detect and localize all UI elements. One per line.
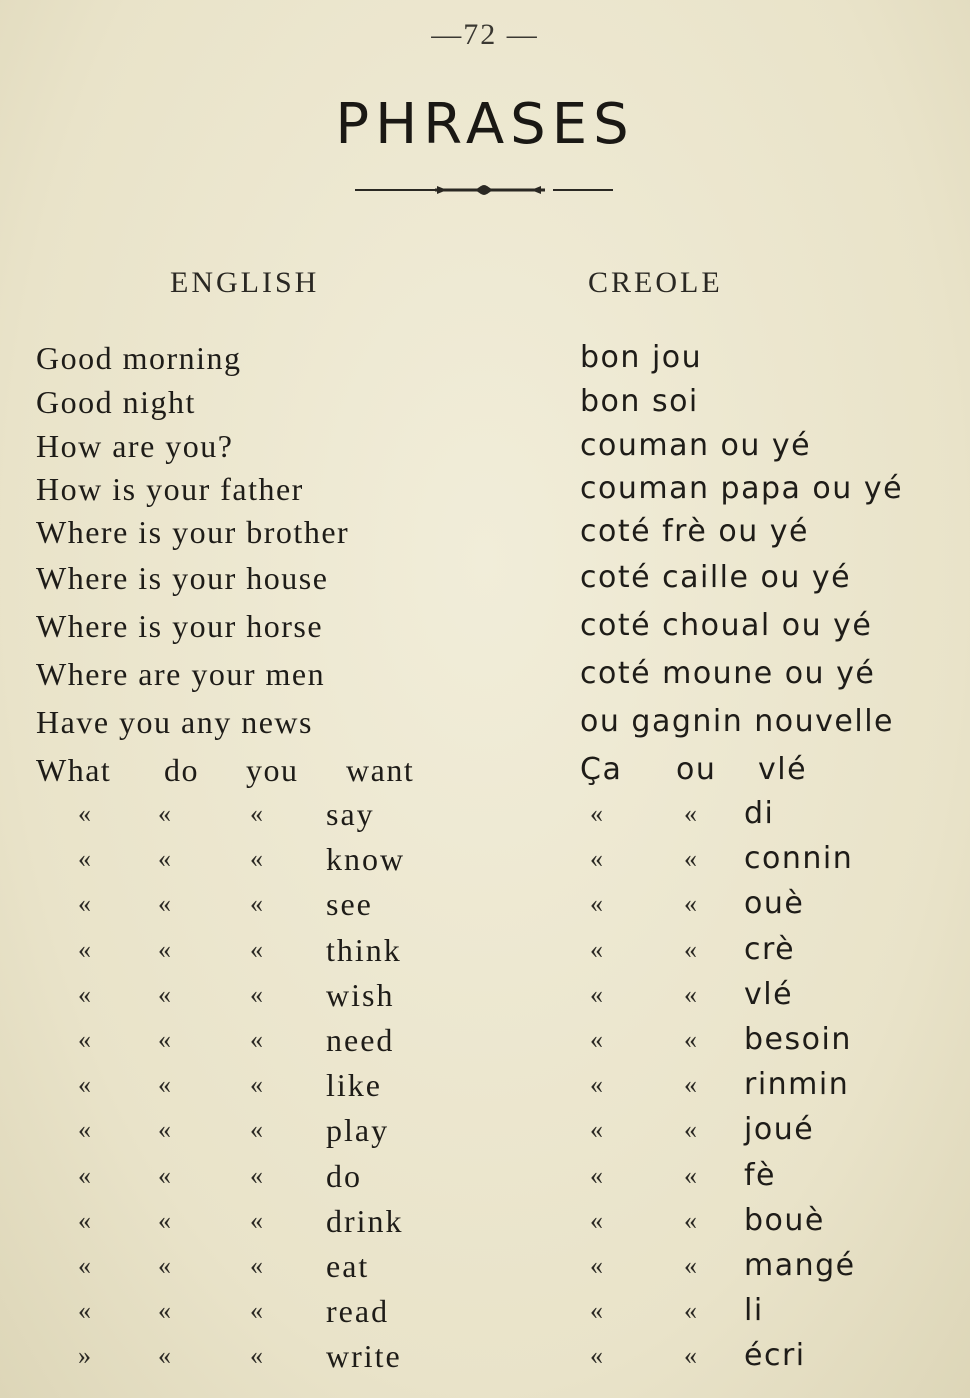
ditto-mark: « xyxy=(158,889,171,918)
ditto-mark: « xyxy=(684,799,697,828)
page-number: —72 — xyxy=(431,18,539,51)
ditto-mark: « xyxy=(684,1161,697,1190)
creole-phrase: ou gagnin nouvelle xyxy=(580,704,894,739)
list-item xyxy=(0,604,970,648)
creole-verb: rinmin xyxy=(744,1067,850,1102)
ditto-mark: « xyxy=(158,1251,171,1280)
english-verb: see xyxy=(326,886,373,922)
page-title: PHRASES xyxy=(335,92,635,157)
ditto-mark: « xyxy=(250,1161,263,1190)
list-item xyxy=(0,973,970,1017)
ditto-mark: » xyxy=(78,1341,91,1370)
creole-verb: écri xyxy=(744,1338,806,1373)
ditto-mark: « xyxy=(158,1070,171,1099)
english-verb: eat xyxy=(326,1248,370,1284)
ditto-mark: « xyxy=(78,980,91,1009)
ditto-mark: « xyxy=(684,889,697,918)
list-item xyxy=(0,837,970,881)
ditto-mark: « xyxy=(158,935,171,964)
list-item xyxy=(0,882,970,926)
english-verb: do xyxy=(326,1158,362,1194)
english-phrase: Good morning xyxy=(36,340,242,376)
english-word: do xyxy=(164,752,199,788)
english-phrase: How are you? xyxy=(36,428,234,464)
english-verb: read xyxy=(326,1293,390,1329)
ornament-divider-icon xyxy=(355,180,613,200)
list-item xyxy=(0,1063,970,1107)
english-phrase: Where are your men xyxy=(36,656,326,692)
creole-word: vlé xyxy=(758,752,808,787)
list-item xyxy=(0,700,970,744)
list-item xyxy=(0,336,970,380)
ditto-mark: « xyxy=(78,889,91,918)
ditto-mark: « xyxy=(684,935,697,964)
list-item xyxy=(0,1244,970,1288)
ditto-mark: « xyxy=(684,980,697,1009)
english-word: you xyxy=(246,752,299,788)
english-phrase: How is your father xyxy=(36,471,304,507)
ditto-mark: « xyxy=(250,1251,263,1280)
ditto-mark: « xyxy=(590,844,603,873)
english-phrase: Where is your horse xyxy=(36,608,324,644)
ditto-mark: « xyxy=(250,1115,263,1144)
ditto-mark: « xyxy=(158,1206,171,1235)
ditto-mark: « xyxy=(158,799,171,828)
creole-word: ou xyxy=(676,752,717,787)
list-item xyxy=(0,1018,970,1062)
ditto-mark: « xyxy=(250,889,263,918)
creole-phrase: bon jou xyxy=(580,340,703,375)
creole-verb: joué xyxy=(744,1112,815,1147)
ditto-mark: « xyxy=(78,1025,91,1054)
ditto-mark: « xyxy=(250,980,263,1009)
ditto-mark: « xyxy=(250,1070,263,1099)
creole-phrase: couman papa ou yé xyxy=(580,471,904,506)
list-item xyxy=(0,510,970,554)
creole-verb: vlé xyxy=(744,977,794,1012)
creole-phrase: coté caille ou yé xyxy=(580,560,852,595)
ditto-mark: « xyxy=(590,1115,603,1144)
ditto-mark: « xyxy=(250,1206,263,1235)
creole-phrase: coté choual ou yé xyxy=(580,608,873,643)
ditto-mark: « xyxy=(78,1251,91,1280)
ditto-mark: « xyxy=(684,1296,697,1325)
list-item xyxy=(0,1289,970,1333)
ditto-mark: « xyxy=(78,799,91,828)
ditto-mark: « xyxy=(684,1025,697,1054)
list-item xyxy=(0,1154,970,1198)
list-item xyxy=(0,380,970,424)
creole-verb: di xyxy=(744,796,775,831)
ditto-mark: « xyxy=(684,1341,697,1370)
ditto-mark: « xyxy=(590,1296,603,1325)
ditto-mark: « xyxy=(590,1341,603,1370)
english-word: What xyxy=(36,752,112,788)
ditto-mark: « xyxy=(250,1296,263,1325)
column-header-english: ENGLISH xyxy=(170,266,320,299)
list-item xyxy=(0,1334,970,1378)
ditto-mark: « xyxy=(590,1025,603,1054)
ditto-mark: « xyxy=(158,980,171,1009)
ditto-mark: « xyxy=(158,1025,171,1054)
creole-verb: fè xyxy=(744,1158,777,1193)
ditto-mark: « xyxy=(250,799,263,828)
creole-verb: bouè xyxy=(744,1203,825,1238)
ditto-mark: « xyxy=(250,1341,263,1370)
ditto-mark: « xyxy=(250,844,263,873)
ditto-mark: « xyxy=(78,1070,91,1099)
english-verb: need xyxy=(326,1022,395,1058)
ditto-mark: « xyxy=(158,1296,171,1325)
ditto-mark: « xyxy=(78,844,91,873)
creole-verb: mangé xyxy=(744,1248,856,1283)
creole-verb: li xyxy=(744,1293,764,1328)
english-verb: write xyxy=(326,1338,402,1374)
english-verb: wish xyxy=(326,977,395,1013)
english-word: want xyxy=(346,752,415,788)
ditto-mark: « xyxy=(684,1251,697,1280)
english-verb: like xyxy=(326,1067,382,1103)
ditto-mark: « xyxy=(590,1161,603,1190)
list-item xyxy=(0,1199,970,1243)
ditto-mark: « xyxy=(684,1206,697,1235)
list-item xyxy=(0,748,970,792)
ditto-mark: « xyxy=(590,980,603,1009)
english-verb: say xyxy=(326,796,375,832)
ditto-mark: « xyxy=(684,1070,697,1099)
ditto-mark: « xyxy=(684,844,697,873)
ditto-mark: « xyxy=(78,1115,91,1144)
creole-verb: ouè xyxy=(744,886,805,921)
creole-verb: connin xyxy=(744,841,854,876)
ditto-mark: « xyxy=(158,1341,171,1370)
english-verb: know xyxy=(326,841,406,877)
list-item xyxy=(0,792,970,836)
list-item xyxy=(0,556,970,600)
ditto-mark: « xyxy=(684,1115,697,1144)
list-item xyxy=(0,467,970,511)
creole-phrase: coté moune ou yé xyxy=(580,656,876,691)
english-phrase: Good night xyxy=(36,384,196,420)
ditto-mark: « xyxy=(158,844,171,873)
ditto-mark: « xyxy=(78,1161,91,1190)
ditto-mark: « xyxy=(78,935,91,964)
ditto-mark: « xyxy=(590,1206,603,1235)
ditto-mark: « xyxy=(590,889,603,918)
list-item xyxy=(0,652,970,696)
ditto-mark: « xyxy=(250,1025,263,1054)
column-header-creole: CREOLE xyxy=(588,266,723,299)
list-item xyxy=(0,928,970,972)
creole-word: Ça xyxy=(580,752,623,787)
creole-verb: besoin xyxy=(744,1022,852,1057)
english-verb: drink xyxy=(326,1203,404,1239)
english-phrase: Where is your brother xyxy=(36,514,350,550)
ditto-mark: « xyxy=(78,1206,91,1235)
list-item xyxy=(0,424,970,468)
english-phrase: Where is your house xyxy=(36,560,329,596)
english-verb: think xyxy=(326,932,402,968)
ditto-mark: « xyxy=(250,935,263,964)
creole-verb: crè xyxy=(744,932,796,967)
ditto-mark: « xyxy=(590,1251,603,1280)
ditto-mark: « xyxy=(158,1115,171,1144)
english-phrase: Have you any news xyxy=(36,704,313,740)
ditto-mark: « xyxy=(158,1161,171,1190)
creole-phrase: coté frè ou yé xyxy=(580,514,809,549)
creole-phrase: couman ou yé xyxy=(580,428,812,463)
ditto-mark: « xyxy=(590,935,603,964)
list-item xyxy=(0,1108,970,1152)
ditto-mark: « xyxy=(78,1296,91,1325)
english-verb: play xyxy=(326,1112,390,1148)
ditto-mark: « xyxy=(590,799,603,828)
creole-phrase: bon soi xyxy=(580,384,699,419)
ditto-mark: « xyxy=(590,1070,603,1099)
